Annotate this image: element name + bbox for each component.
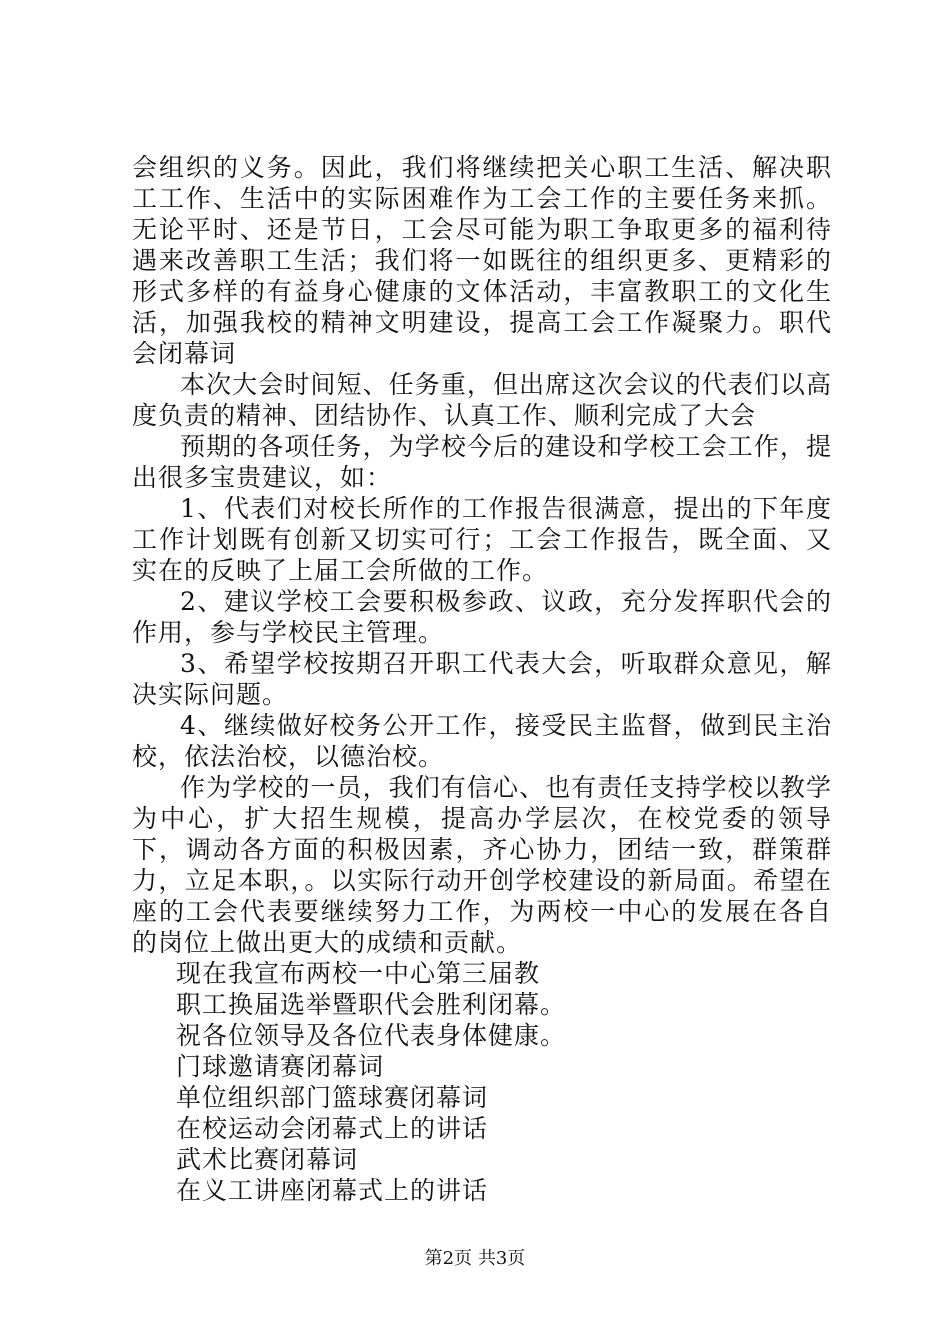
related-title-1: 门球邀请赛闭幕词 — [176, 1052, 385, 1081]
paragraph-item-4: 4、继续做好校务公开工作，接受民主监督，做到民主治校，依法治校，以德治校。 — [132, 711, 832, 771]
related-title-3: 在校运动会闭幕式上的讲话 — [176, 1114, 489, 1143]
paragraph-item-1: 1、代表们对校长所作的工作报告很满意，提出的下年度工作计划既有创新又切实可行；工会工作报告，既全面、又实在的反映了上届工会所做的工作。 — [132, 494, 832, 585]
paragraph-tasks: 预期的各项任务，为学校今后的建设和学校工会工作，提出很多宝贵建议，如： — [132, 432, 832, 492]
page-number-footer: 第2页 共3页 — [424, 1248, 526, 1269]
closing-line-2: 职工换届选举暨职代会胜利闭幕。 — [176, 990, 567, 1019]
paragraph-meeting-summary: 本次大会时间短、任务重，但出席这次会议的代表们以高度负责的精神、团结协作、认真工作、顺利完成了大会 — [132, 370, 832, 430]
paragraph-item-3: 3、希望学校按期召开职工代表大会，听取群众意见，解决实际问题。 — [132, 649, 832, 709]
related-title-4: 武术比赛闭幕词 — [176, 1145, 359, 1174]
paragraph-conclusion: 作为学校的一员，我们有信心、也有责任支持学校以教学为中心，扩大招生规模，提高办学层次，在校党委的领导下，调动各方面的积极因素，齐心协力，团结一致，群策群力，立足本职，。以实际行动开创学校建设的新局面。希望在座的工会代表要继续努力工作，为两校一中心的发展在各自的岗位上做出更大的成绩和贡献。 — [132, 773, 832, 957]
closing-line-1: 现在我宣布两校一中心第三届教 — [176, 959, 541, 988]
closing-line-3: 祝各位领导及各位代表身体健康。 — [176, 1021, 567, 1050]
paragraph-intro: 会组织的义务。因此，我们将继续把关心职工生活、解决职工工作、生活中的实际困难作为工会工作的主要任务来抓。无论平时、还是节日，工会尽可能为职工争取更多的福利待遇来改善职工生活；我们将一如既往的组织更多、更精彩的形式多样的有益身心健康的文体活动，丰富教职工的文化生活，加强我校的精神文明建设，提高工会工作凝聚力。职代会闭幕词 — [132, 153, 832, 368]
related-title-5: 在义工讲座闭幕式上的讲话 — [176, 1176, 489, 1205]
body-text — [132, 152, 832, 1206]
related-title-2: 单位组织部门篮球赛闭幕词 — [176, 1083, 489, 1112]
paragraph-item-2: 2、建议学校工会要积极参政、议政，充分发挥职代会的作用，参与学校民主管理。 — [132, 587, 832, 647]
